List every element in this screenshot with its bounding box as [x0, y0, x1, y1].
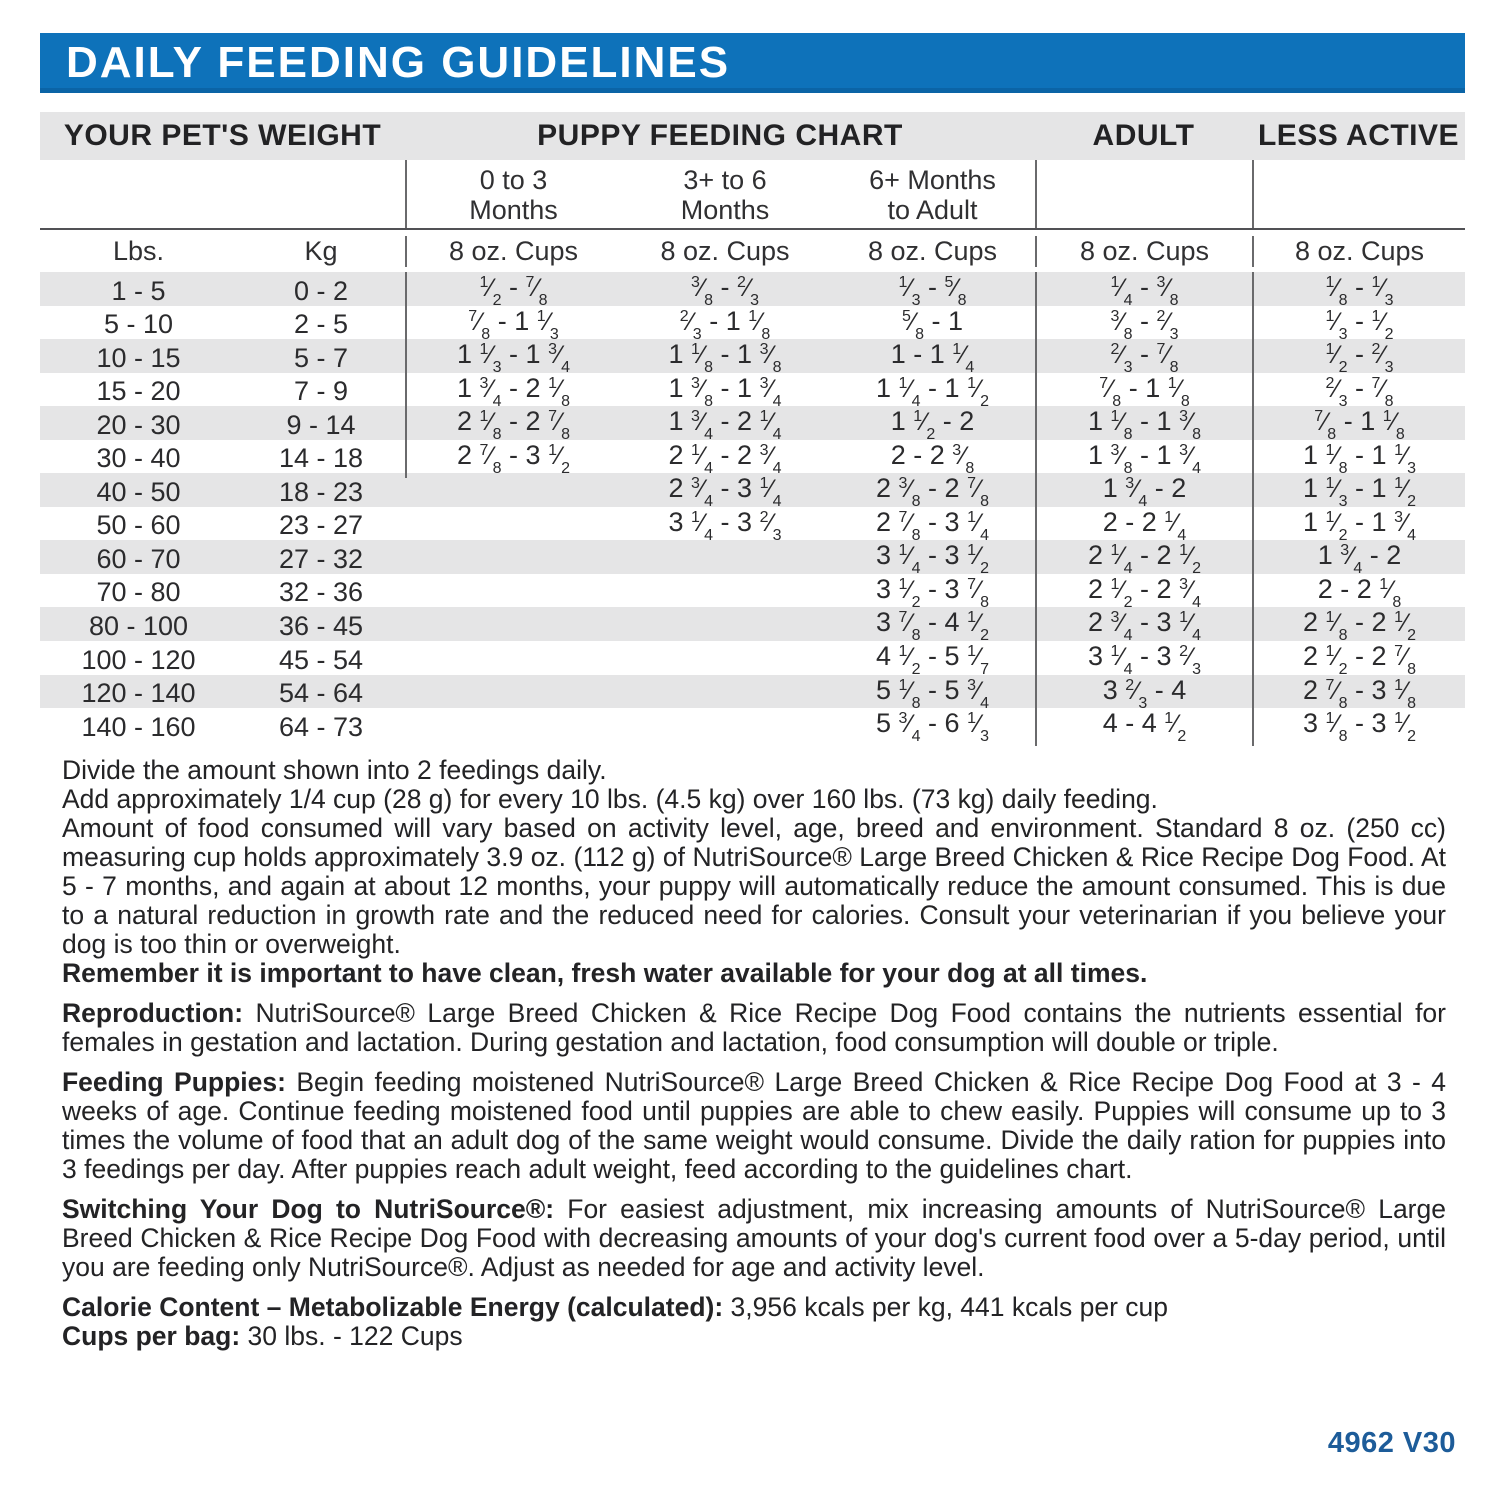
- fraction: $^1⁄_4$: [1110, 542, 1133, 578]
- fraction: $^1⁄_4$: [759, 475, 782, 511]
- cups-3-6-months-cell: 1 $^3⁄_4 - 2$ $^1⁄_4$: [668, 406, 782, 444]
- fraction: $^1⁄_4$: [1110, 643, 1133, 679]
- paragraph-text: NutriSource® Large Breed Chicken & Rice Recipe Dog Food contains the nutrients essential for females in gestation and lactation. During gestation and lactation, food consumption will double or triple.: [62, 998, 1446, 1057]
- cups-6-months-adult-cell: $^1⁄_3$ - $^5⁄_8$: [898, 272, 967, 309]
- cups-less-active-cell: 1 $^1⁄_2 - 1$ $^3⁄_4$: [1252, 507, 1465, 545]
- fraction: $^2⁄_3$: [679, 307, 702, 343]
- fraction: $^7⁄_8$: [967, 575, 990, 611]
- cups-3-6-months-cell: $^2⁄_3 - 1$ $^1⁄_8$: [679, 305, 771, 343]
- weight-lbs-cell: 40 - 50: [96, 476, 181, 507]
- weight-lbs-cell: 20 - 30: [96, 409, 181, 440]
- fraction: $^3⁄_4$: [548, 341, 571, 377]
- fraction: $^3⁄_4$: [759, 441, 782, 477]
- fraction: $^1⁄_2$: [1164, 710, 1187, 746]
- paragraph-reproduction: [62, 999, 1446, 1057]
- fraction: $^1⁄_8$: [1110, 408, 1133, 444]
- month-header-line: 0 to 3: [479, 165, 548, 195]
- cups-adult-cell: 1 $^1⁄_8 - 1$ $^3⁄_8$: [1035, 406, 1252, 444]
- fraction: $^1⁄_3$: [1325, 475, 1348, 511]
- month-header-less-active-spacer: [1252, 160, 1465, 228]
- cups-0-3-months-cell: $^7⁄_8 - 1$ $^1⁄_3$: [405, 306, 620, 344]
- cups-less-active-cell: $^2⁄_3$ - $^7⁄_8$: [1252, 373, 1465, 411]
- fraction: $^1⁄_4$: [967, 508, 990, 544]
- fraction: $^1⁄_2$: [913, 408, 936, 444]
- table-row: [40, 372, 1465, 410]
- table-row: [40, 439, 1465, 477]
- cups-adult-cell: 1 $^3⁄_8 - 1$ $^3⁄_4$: [1035, 440, 1252, 478]
- table-row: [40, 708, 1465, 746]
- cups-less-active-cell: $^1⁄_3$ - $^1⁄_2$: [1252, 306, 1465, 344]
- fraction: $^7⁄_8$: [1156, 341, 1179, 377]
- cups-0-3-months-cell: 1 $^3⁄_4 - 2$ $^1⁄_8$: [405, 373, 620, 411]
- month-header-line: Months: [680, 195, 770, 225]
- note-water-reminder: Remember it is important to have clean, fresh water available for your dog at all times.: [62, 958, 1148, 988]
- weight-kg-cell: 2 - 5: [293, 309, 349, 340]
- fraction: $^7⁄_8$: [898, 508, 921, 544]
- fraction: $^1⁄_8$: [898, 676, 921, 712]
- weight-lbs-cell: 120 - 140: [81, 678, 196, 709]
- month-header-adult-spacer: [1035, 160, 1252, 228]
- section-header-less-active: LESS ACTIVE: [1257, 119, 1460, 152]
- month-header-spacer: [40, 160, 405, 228]
- cups-6-months-adult-cell: 2 $^3⁄_8 - 2$ $^7⁄_8$: [875, 473, 990, 511]
- section-header-puppy-chart: PUPPY FEEDING CHART: [537, 119, 903, 152]
- fraction: $^2⁄_3$: [1371, 341, 1394, 377]
- month-header-line: 6+ Months: [869, 165, 996, 195]
- paragraph-lead: Feeding Puppies:: [62, 1067, 286, 1097]
- unit-cups-adult: 8 oz. Cups: [1035, 236, 1252, 267]
- fraction: $^1⁄_4$: [1164, 508, 1187, 544]
- fraction: $^1⁄_2$: [967, 374, 990, 410]
- fraction: $^3⁄_4$: [898, 710, 921, 746]
- fraction: $^5⁄_8$: [944, 274, 967, 309]
- fraction: $^3⁄_8$: [759, 341, 782, 377]
- weight-lbs-cell: 140 - 160: [81, 711, 196, 742]
- fraction: $^1⁄_2$: [1371, 307, 1394, 343]
- cups-per-bag-value: 30 lbs. - 122 Cups: [240, 1321, 463, 1351]
- note-divide: Divide the amount shown into 2 feedings daily.: [62, 755, 607, 785]
- cups-6-months-adult-cell: 3 $^1⁄_4 - 3$ $^1⁄_2$: [875, 540, 990, 578]
- cups-3-6-months-cell: 1 $^1⁄_8 - 1$ $^3⁄_8$: [668, 339, 782, 377]
- fraction: $^1⁄_8$: [1325, 609, 1348, 645]
- fraction: $^1⁄_4$: [690, 508, 713, 544]
- cups-adult-cell: $^3⁄_8$ - $^2⁄_3$: [1035, 306, 1252, 344]
- unit-kg: Kg: [304, 235, 338, 266]
- fraction: $^1⁄_8$: [1382, 408, 1405, 444]
- cups-less-active-cell: 2 $^7⁄_8 - 3$ $^1⁄_8$: [1252, 675, 1465, 713]
- fraction: $^2⁄_3$: [1125, 676, 1148, 712]
- fraction: $^1⁄_2$: [1325, 341, 1348, 377]
- weight-kg-cell: 23 - 27: [278, 510, 364, 541]
- fraction: $^1⁄_2$: [967, 542, 990, 578]
- fraction: $^7⁄_8$: [468, 307, 491, 343]
- cups-3-6-months-cell: $^3⁄_8$ - $^2⁄_3$: [690, 272, 760, 309]
- weight-lbs-cell: 15 - 20: [96, 376, 181, 407]
- fraction: $^1⁄_3$: [898, 274, 921, 309]
- table-row: [40, 473, 1465, 511]
- fraction: $^1⁄_8$: [1379, 575, 1402, 611]
- weight-lbs-cell: 100 - 120: [81, 644, 196, 675]
- cups-3-6-months-cell: 2 $^1⁄_4 - 2$ $^3⁄_4$: [668, 439, 782, 477]
- fraction: $^1⁄_4$: [1179, 609, 1202, 645]
- paragraph-text: For easiest adjustment, mix increasing amounts of NutriSource® Large Breed Chicken & Rice Recipe Dog Food with decreasing amounts of your dog's current food over a 5-day period, until you are feeding only NutriSource®. Adjust as needed for age and activity level.: [62, 1194, 1446, 1282]
- fraction: $^2⁄_3$: [759, 508, 782, 544]
- weight-kg-cell: 0 - 2: [293, 275, 349, 306]
- fraction: $^1⁄_2$: [967, 609, 990, 645]
- fraction: $^7⁄_8$: [898, 609, 921, 645]
- fraction: $^2⁄_3$: [1325, 374, 1348, 410]
- table-row: [40, 406, 1465, 444]
- cups-adult-cell: 2 - 2 $^1⁄_4$: [1035, 507, 1252, 545]
- fraction: $^7⁄_8$: [1394, 643, 1417, 679]
- cups-adult-cell: 3 $^2⁄_3 - 4$: [1035, 675, 1252, 713]
- weight-kg-cell: 27 - 32: [278, 543, 364, 574]
- table-row: [40, 674, 1465, 712]
- fraction: $^1⁄_2$: [898, 575, 921, 611]
- fraction: $^7⁄_8$: [967, 475, 990, 511]
- fraction: $^1⁄_3$: [536, 307, 559, 343]
- weight-lbs-cell: 70 - 80: [96, 577, 181, 608]
- table-body: [40, 272, 1465, 746]
- fraction: $^2⁄_3$: [737, 274, 760, 309]
- cups-less-active-cell: $^1⁄_2$ - $^2⁄_3$: [1252, 339, 1465, 377]
- cups-0-3-months-cell: 2 $^7⁄_8 - 3$ $^1⁄_2$: [405, 440, 620, 478]
- fraction: $^1⁄_3$: [1394, 441, 1417, 477]
- fraction: $^3⁄_4$: [967, 676, 990, 712]
- section-header-weight: YOUR PET'S WEIGHT: [63, 119, 382, 152]
- month-header-row: [40, 160, 1465, 228]
- fraction: $^3⁄_8$: [1110, 307, 1133, 343]
- fraction: $^1⁄_8$: [548, 374, 571, 410]
- month-header-3-6: [620, 160, 830, 228]
- fraction: $^1⁄_3$: [967, 710, 990, 746]
- table-row: [40, 641, 1465, 679]
- cups-less-active-cell: $^7⁄_8 - 1$ $^1⁄_8$: [1252, 406, 1465, 444]
- fraction: $^3⁄_4$: [1110, 609, 1133, 645]
- cups-6-months-adult-cell: 1 $^1⁄_2 - 2$: [890, 406, 975, 444]
- weight-kg-cell: 36 - 45: [278, 610, 364, 641]
- weight-lbs-cell: 1 - 5: [111, 275, 166, 306]
- cups-3-6-months-cell: 3 $^1⁄_4 - 3$ $^2⁄_3$: [668, 506, 782, 544]
- cups-0-3-months-cell: $^1⁄_2$ - $^7⁄_8$: [405, 272, 620, 310]
- fraction: $^3⁄_8$: [1179, 408, 1202, 444]
- cups-per-bag-line: [62, 1322, 1446, 1351]
- fraction: $^1⁄_2$: [1394, 475, 1417, 511]
- cups-6-months-adult-cell: 2 - 2 $^3⁄_8$: [890, 439, 975, 477]
- fraction: $^1⁄_4$: [952, 341, 975, 377]
- title-banner: [40, 33, 1465, 93]
- paragraph-switching: [62, 1195, 1446, 1282]
- table-row: [40, 305, 1465, 343]
- section-header-adult: ADULT: [1092, 119, 1195, 152]
- cups-adult-cell: 2 $^1⁄_4 - 2$ $^1⁄_2$: [1035, 540, 1252, 578]
- cups-adult-cell: 2 $^1⁄_2 - 2$ $^3⁄_4$: [1035, 574, 1252, 612]
- fraction: $^1⁄_3$: [1325, 307, 1348, 343]
- fraction: $^1⁄_2$: [1325, 508, 1348, 544]
- fraction: $^1⁄_2$: [1110, 575, 1133, 611]
- fraction: $^3⁄_8$: [1110, 441, 1133, 477]
- unit-cups-3-6: 8 oz. Cups: [660, 235, 790, 266]
- cups-adult-cell: $^2⁄_3$ - $^7⁄_8$: [1035, 339, 1252, 377]
- fraction: $^7⁄_8$: [1371, 374, 1394, 410]
- weight-lbs-cell: 30 - 40: [96, 443, 181, 474]
- fraction: $^1⁄_2$: [1325, 643, 1348, 679]
- table-row: [40, 607, 1465, 645]
- cups-less-active-cell: 3 $^1⁄_8 - 3$ $^1⁄_2$: [1252, 708, 1465, 746]
- cups-less-active-cell: $^1⁄_8$ - $^1⁄_3$: [1252, 272, 1465, 310]
- table-row: [40, 506, 1465, 544]
- weight-kg-cell: 64 - 73: [278, 711, 364, 742]
- weight-kg-cell: 7 - 9: [293, 376, 349, 407]
- cups-adult-cell: $^7⁄_8 - 1$ $^1⁄_8$: [1035, 373, 1252, 411]
- fraction: $^2⁄_3$: [1156, 307, 1179, 343]
- fraction: $^7⁄_8$: [1099, 374, 1122, 410]
- fraction: $^1⁄_8$: [690, 341, 713, 377]
- cups-3-6-months-cell: 2 $^3⁄_4 - 3$ $^1⁄_4$: [668, 473, 782, 511]
- cups-6-months-adult-cell: 5 $^1⁄_8 - 5$ $^3⁄_4$: [875, 674, 990, 712]
- fraction: $^1⁄_4$: [898, 542, 921, 578]
- note-amount-body: Amount of food consumed will vary based on activity level, age, breed and environment. Standard 8 oz. (250 cc) measuring cup holds approximately 3.9 oz. (112 g) of NutriSource® Large Breed Chicken & Rice Recipe Dog Food. At 5 - 7 months, and again at about 12 months, your puppy will automatically reduce the amount consumed. This is due to a natural reduction in growth rate and the reduced need for calories. Consult your veterinarian if you believe your dog is too thin or overweight.: [62, 813, 1446, 959]
- paragraph-text: Begin feeding moistened NutriSource® Large Breed Chicken & Rice Recipe Dog Food at 3 - 4 weeks of age. Continue feeding moistened food until puppies are able to chew easily. Puppies will consume up to 3 times the volume of food that an adult dog of the same weight would consume. Divide the daily ration for puppies into 3 feedings per day. After puppies reach adult weight, feed according to the guidelines chart.: [62, 1067, 1446, 1184]
- cups-6-months-adult-cell: 5 $^3⁄_4 - 6$ $^1⁄_3$: [875, 708, 990, 746]
- cups-adult-cell: 3 $^1⁄_4 - 3$ $^2⁄_3$: [1035, 641, 1252, 679]
- fraction: $^7⁄_8$: [525, 274, 548, 309]
- table-row: [40, 573, 1465, 611]
- month-header-0-3: [405, 160, 620, 228]
- fraction: $^3⁄_4$: [759, 374, 782, 410]
- month-header-6-adult: [830, 160, 1035, 228]
- weight-lbs-cell: 50 - 60: [96, 510, 181, 541]
- calorie-content-line: [62, 1293, 1446, 1322]
- weight-lbs-cell: 10 - 15: [96, 342, 181, 373]
- weight-kg-cell: 18 - 23: [278, 476, 364, 507]
- fraction: $^1⁄_3$: [1371, 274, 1394, 309]
- fraction: $^7⁄_8$: [479, 441, 502, 477]
- cups-adult-cell: 2 $^3⁄_4 - 3$ $^1⁄_4$: [1035, 607, 1252, 645]
- fraction: $^1⁄_8$: [1394, 676, 1417, 712]
- fraction: $^1⁄_2$: [1179, 542, 1202, 578]
- fraction: $^7⁄_8$: [1325, 676, 1348, 712]
- fraction: $^1⁄_8$: [479, 408, 502, 444]
- fraction: $^3⁄_4$: [479, 374, 502, 410]
- fraction: $^1⁄_8$: [1325, 710, 1348, 746]
- fraction: $^7⁄_8$: [1314, 408, 1337, 444]
- fraction: $^1⁄_2$: [1394, 609, 1417, 645]
- cups-per-bag-lead: Cups per bag:: [62, 1321, 241, 1351]
- fraction: $^3⁄_8$: [690, 374, 713, 410]
- fraction: $^3⁄_4$: [690, 408, 713, 444]
- fraction: $^1⁄_8$: [748, 307, 771, 343]
- cups-0-3-months-cell: 1 $^1⁄_3 - 1$ $^3⁄_4$: [405, 339, 620, 377]
- cups-less-active-cell: 2 - 2 $^1⁄_8$: [1252, 574, 1465, 612]
- weight-lbs-cell: 5 - 10: [103, 309, 174, 340]
- fraction: $^2⁄_3$: [1179, 643, 1202, 679]
- weight-kg-cell: 32 - 36: [278, 577, 364, 608]
- fraction: $^1⁄_2$: [1394, 710, 1417, 746]
- calorie-content-value: 3,956 kcals per kg, 441 kcals per cup: [723, 1292, 1169, 1322]
- table-row: [40, 272, 1465, 309]
- paragraph-lead: Switching Your Dog to NutriSource®:: [62, 1194, 555, 1224]
- fraction: $^1⁄_8$: [1325, 441, 1348, 477]
- fraction: $^3⁄_8$: [898, 475, 921, 511]
- cups-less-active-cell: 2 $^1⁄_2 - 2$ $^7⁄_8$: [1252, 641, 1465, 679]
- table-row: [40, 339, 1465, 377]
- month-header-line: to Adult: [887, 195, 978, 225]
- fraction: $^3⁄_8$: [952, 441, 975, 477]
- fraction: $^3⁄_4$: [1179, 575, 1202, 611]
- fraction: $^1⁄_4$: [759, 408, 782, 444]
- cups-3-6-months-cell: 1 $^3⁄_8 - 1$ $^3⁄_4$: [668, 372, 782, 410]
- fraction: $^3⁄_4$: [1179, 441, 1202, 477]
- cups-less-active-cell: 2 $^1⁄_8 - 2$ $^1⁄_2$: [1252, 607, 1465, 645]
- fraction: $^3⁄_4$: [1125, 475, 1148, 511]
- calorie-content-lead: Calorie Content – Metabolizable Energy (calculated):: [62, 1292, 724, 1322]
- fraction: $^1⁄_2$: [548, 441, 571, 477]
- cups-6-months-adult-cell: 4 $^1⁄_2 - 5$ $^1⁄_7$: [875, 641, 990, 679]
- weight-kg-cell: 9 - 14: [286, 409, 356, 440]
- weight-kg-cell: 5 - 7: [293, 342, 349, 373]
- weight-kg-cell: 45 - 54: [278, 644, 364, 675]
- unit-cups-0-3: 8 oz. Cups: [405, 236, 620, 267]
- unit-header-row: [40, 228, 1465, 272]
- cups-adult-cell: 1 $^3⁄_4 - 2$: [1035, 473, 1252, 511]
- fraction: $^1⁄_3$: [479, 341, 502, 377]
- table-section-header-row: [40, 112, 1465, 160]
- cups-6-months-adult-cell: 3 $^7⁄_8 - 4$ $^1⁄_2$: [875, 607, 990, 645]
- cups-less-active-cell: 1 $^3⁄_4 - 2$: [1252, 540, 1465, 578]
- unit-lbs: Lbs.: [112, 235, 165, 266]
- cups-6-months-adult-cell: $^5⁄_8 - 1$: [901, 305, 964, 343]
- fraction: $^1⁄_8$: [1325, 274, 1348, 309]
- cups-6-months-adult-cell: 2 $^7⁄_8 - 3$ $^1⁄_4$: [875, 506, 990, 544]
- fraction: $^1⁄_4$: [1110, 274, 1133, 309]
- fraction: $^7⁄_8$: [548, 408, 571, 444]
- fraction: $^1⁄_2$: [479, 274, 502, 309]
- fraction: $^3⁄_4$: [1394, 508, 1417, 544]
- paragraph-feeding-puppies: [62, 1068, 1446, 1184]
- feeding-table: [40, 112, 1465, 746]
- fraction: $^3⁄_8$: [1156, 274, 1179, 309]
- weight-lbs-cell: 80 - 100: [88, 610, 189, 641]
- fraction: $^5⁄_8$: [901, 307, 924, 343]
- weight-kg-cell: 14 - 18: [278, 443, 364, 474]
- fraction: $^1⁄_7$: [967, 643, 990, 679]
- paragraph-lead: Reproduction:: [62, 998, 244, 1028]
- cups-6-months-adult-cell: 3 $^1⁄_2 - 3$ $^7⁄_8$: [875, 573, 990, 611]
- cups-adult-cell: 4 - 4 $^1⁄_2$: [1035, 708, 1252, 746]
- table-row: [40, 540, 1465, 578]
- unit-cups-less-active: 8 oz. Cups: [1252, 236, 1465, 267]
- cups-6-months-adult-cell: 1 - 1 $^1⁄_4$: [890, 339, 975, 377]
- fraction: $^1⁄_4$: [690, 441, 713, 477]
- cups-less-active-cell: 1 $^1⁄_8 - 1$ $^1⁄_3$: [1252, 440, 1465, 478]
- fraction: $^1⁄_4$: [898, 374, 921, 410]
- fraction: $^3⁄_4$: [1340, 542, 1363, 578]
- notes-section: [62, 756, 1446, 1351]
- cups-less-active-cell: 1 $^1⁄_3 - 1$ $^1⁄_2$: [1252, 473, 1465, 511]
- weight-lbs-cell: 60 - 70: [96, 543, 181, 574]
- month-header-line: 3+ to 6: [683, 165, 767, 195]
- unit-cups-6-adult: 8 oz. Cups: [867, 235, 998, 266]
- cups-0-3-months-cell: 2 $^1⁄_8 - 2$ $^7⁄_8$: [405, 406, 620, 444]
- weight-kg-cell: 54 - 64: [278, 678, 364, 709]
- cups-adult-cell: $^1⁄_4$ - $^3⁄_8$: [1035, 272, 1252, 310]
- fraction: $^3⁄_8$: [690, 274, 713, 309]
- fraction: $^1⁄_8$: [1167, 374, 1190, 410]
- cups-6-months-adult-cell: 1 $^1⁄_4 - 1$ $^1⁄_2$: [875, 372, 990, 410]
- fraction: $^2⁄_3$: [1110, 341, 1133, 377]
- month-header-line: Months: [469, 195, 558, 225]
- document-code: 4962 V30: [1327, 1427, 1456, 1459]
- note-add-quarter-cup: Add approximately 1/4 cup (28 g) for every 10 lbs. (4.5 kg) over 160 lbs. (73 kg) daily feeding.: [62, 784, 1158, 814]
- fraction: $^1⁄_2$: [898, 643, 921, 679]
- fraction: $^3⁄_4$: [690, 475, 713, 511]
- page-title: DAILY FEEDING GUIDELINES: [66, 38, 731, 87]
